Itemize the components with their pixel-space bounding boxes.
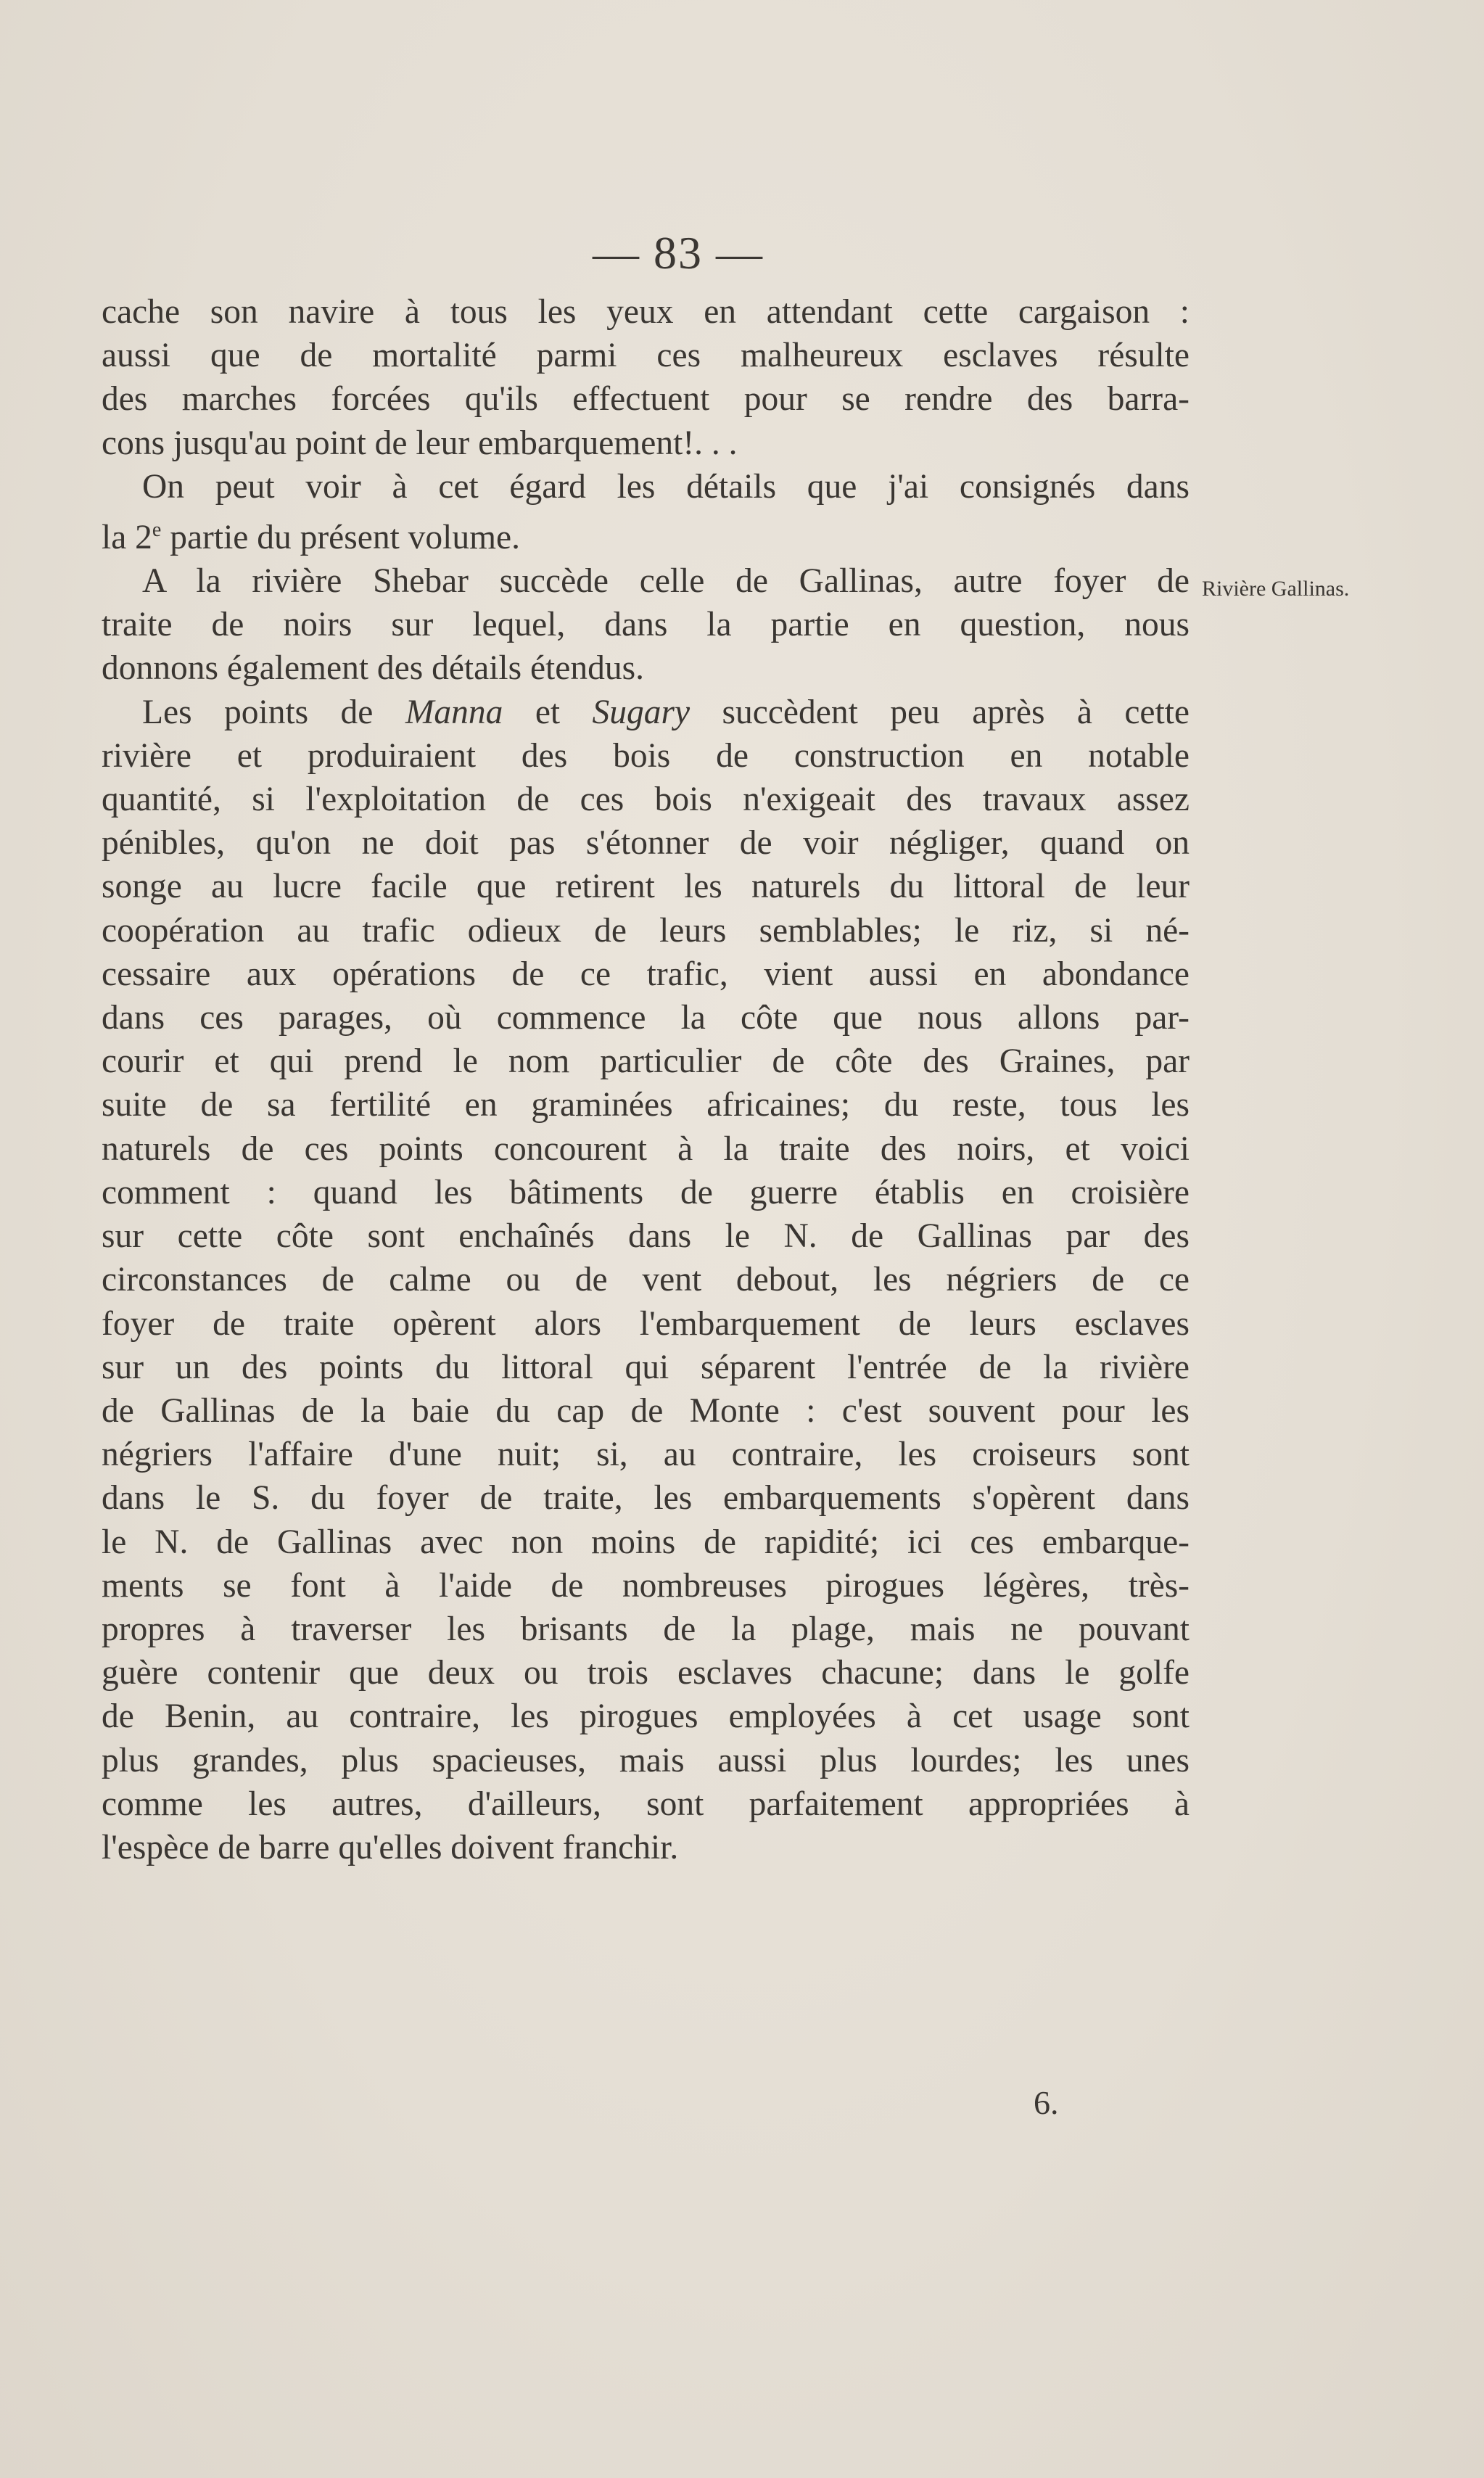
- text-line: ments se font à l'aide de nombreuses pirogues légères, très-: [102, 1566, 1190, 1605]
- text-line: circonstances de calme ou de vent debout, les négriers de ce: [102, 1261, 1190, 1299]
- text-line: quantité, si l'exploitation de ces bois n'exigeait des travaux assez: [102, 781, 1190, 819]
- text-line: de Gallinas de la baie du cap de Monte : c'est souvent pour les: [102, 1391, 1190, 1430]
- text-line: négriers l'affaire d'une nuit; si, au contraire, les croiseurs sont: [102, 1436, 1190, 1474]
- text-line: foyer de traite opèrent alors l'embarquement de leurs esclaves: [102, 1304, 1190, 1343]
- margin-note: Rivière Gallinas.: [1202, 577, 1350, 601]
- text-line: la 2e partie du présent volume.: [102, 518, 520, 556]
- text-line: dans ces parages, où commence la côte que nous allons par-: [102, 999, 1190, 1037]
- text-line: traite de noirs sur lequel, dans la partie en question, nous: [102, 606, 1190, 644]
- text-line: pénibles, qu'on ne doit pas s'étonner de voir négliger, quand on: [102, 824, 1190, 863]
- text-line: l'espèce de barre qu'elles doivent franchir.: [102, 1828, 679, 1866]
- text-line: de Benin, au contraire, les pirogues employées à cet usage sont: [102, 1697, 1190, 1736]
- text-line: dans le S. du foyer de traite, les embarquements s'opèrent dans: [102, 1479, 1190, 1518]
- text-line: cessaire aux opérations de ce trafic, vient aussi en abondance: [102, 955, 1190, 993]
- page-number: — 83 —: [593, 227, 764, 279]
- text-line: aussi que de mortalité parmi ces malheureux esclaves résulte: [102, 337, 1190, 375]
- text-line: naturels de ces points concourent à la traite des noirs, et voici: [102, 1129, 1190, 1168]
- text-line: courir et qui prend le nom particulier de côte des Graines, par: [102, 1042, 1190, 1081]
- text-line: le N. de Gallinas avec non moins de rapidité; ici ces embarque-: [102, 1523, 1190, 1561]
- text-line: cons jusqu'au point de leur embarquement!. . .: [102, 424, 738, 462]
- text-line: plus grandes, plus spacieuses, mais aussi plus lourdes; les unes: [102, 1741, 1190, 1779]
- text-line: propres à traverser les brisants de la plage, mais ne pouvant: [102, 1610, 1190, 1648]
- text-line: des marches forcées qu'ils effectuent pour se rendre des barra-: [102, 380, 1190, 419]
- text-line: On peut voir à cet égard les détails que j'ai consignés dans: [142, 467, 1190, 506]
- body-text: [102, 290, 1190, 1869]
- text-line: donnons également des détails étendus.: [102, 649, 644, 688]
- text-line: sur cette côte sont enchaînés dans le N. de Gallinas par des: [102, 1217, 1190, 1256]
- text-line: Les points de Manna et Sugary succèdent peu après à cette: [142, 693, 1190, 731]
- text-line: comme les autres, d'ailleurs, sont parfaitement appropriées à: [102, 1785, 1190, 1823]
- text-line: suite de sa fertilité en graminées africaines; du reste, tous les: [102, 1086, 1190, 1124]
- text-line: sur un des points du littoral qui séparent l'entrée de la rivière: [102, 1348, 1190, 1386]
- text-line: A la rivière Shebar succède celle de Gallinas, autre foyer de: [142, 562, 1190, 601]
- text-line: coopération au trafic odieux de leurs semblables; le riz, si né-: [102, 911, 1190, 950]
- text-line: comment : quand les bâtiments de guerre établis en croisière: [102, 1173, 1190, 1211]
- text-line: cache son navire à tous les yeux en attendant cette cargaison :: [102, 293, 1190, 331]
- text-line: guère contenir que deux ou trois esclaves chacune; dans le golfe: [102, 1654, 1190, 1692]
- text-line: rivière et produiraient des bois de construction en notable: [102, 736, 1190, 775]
- text-line: songe au lucre facile que retirent les naturels du littoral de leur: [102, 868, 1190, 906]
- signature-mark: 6.: [1034, 2084, 1059, 2121]
